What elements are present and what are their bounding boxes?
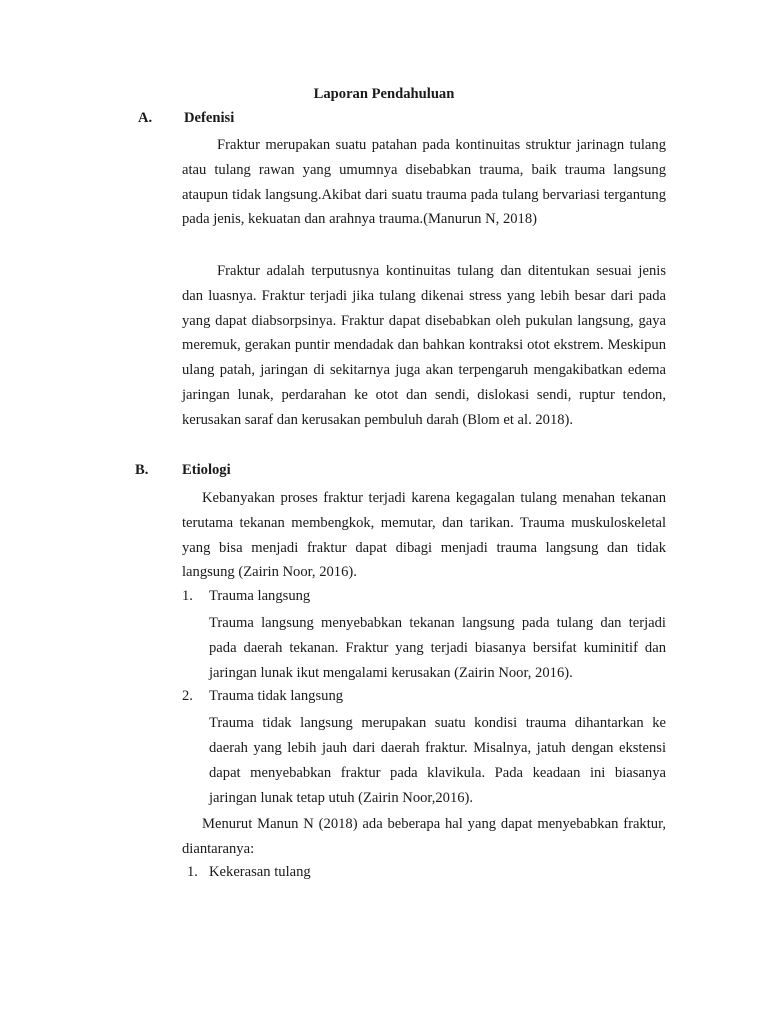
section-a-heading: Defenisi	[184, 110, 235, 126]
list-item-text: Trauma langsung menyebabkan tekanan langsung pada tulang dan terjadi pada daerah tekanan. Fraktur yang terjadi biasanya bersifat kuminitif dan jaringan lunak ikut mengalami kerusakan (Zairin Noor, 2016).	[209, 615, 666, 681]
section-b-paragraph-1: Kebanyakan proses fraktur terjadi karena kegagalan tulang menahan tekanan terutama tekanan membengkok, memutar, dan tarikan. Trauma muskuloskeletal yang bisa menjadi fraktur dapat dibagi menjadi trauma langsung dan tidak langsung (Zairin Noor, 2016).	[182, 490, 666, 581]
list-item-number: 1.	[182, 588, 193, 604]
list-item-title: Trauma tidak langsung	[209, 688, 344, 704]
list-item-text: Trauma tidak langsung merupakan suatu kondisi trauma dihantarkan ke daerah yang lebih jauh dari daerah fraktur. Misalnya, jatuh dengan ekstensi dapat menyebabkan fraktur pada klavikula. Pada keadaan ini biasanya jaringan lunak tetap utuh (Zairin Noor,2016).	[209, 715, 666, 806]
section-b-letter: B.	[135, 462, 149, 478]
section-a-letter: A.	[138, 110, 153, 126]
list-item-title: Kekerasan tulang	[209, 864, 311, 880]
list-item-number: 1.	[187, 864, 198, 880]
list-item-number: 2.	[182, 688, 193, 704]
document-title: Laporan Pendahuluan	[313, 86, 455, 102]
list-item-title: Trauma langsung	[209, 588, 311, 604]
section-a-paragraph-1: Fraktur merupakan suatu patahan pada kontinuitas struktur jarinagn tulang atau tulang rawan yang umumnya disebabkan trauma, baik trauma langsung ataupun tidak langsung.Akibat dari suatu trauma pada tulang bervariasi tergantung pada jenis, kekuatan dan arahnya trauma.(Manurun N, 2018)	[182, 137, 666, 228]
section-a-paragraph-2: Fraktur adalah terputusnya kontinuitas tulang dan ditentukan sesuai jenis dan luasnya. Fraktur terjadi jika tulang dikenai stress yang lebih besar dari pada yang dapat diabsorpsinya. Fraktur dapat disebabkan oleh pukulan langsung, gaya meremuk, gerakan puntir mendadak dan bahkan kontraksi otot ekstrem. Meskipun ulang patah, jaringan di sekitarnya juga akan terpengaruh mengakibatkan edema jaringan lunak, perdarahan ke otot dan sendi, dislokasi sendi, ruptur tendon, kerusakan saraf dan kerusakan pembuluh darah (Blom et al. 2018).	[182, 263, 666, 428]
section-b-paragraph-2: Menurut Manun N (2018) ada beberapa hal yang dapat menyebabkan fraktur, diantaranya:	[182, 816, 666, 857]
section-b-heading: Etiologi	[182, 462, 231, 478]
